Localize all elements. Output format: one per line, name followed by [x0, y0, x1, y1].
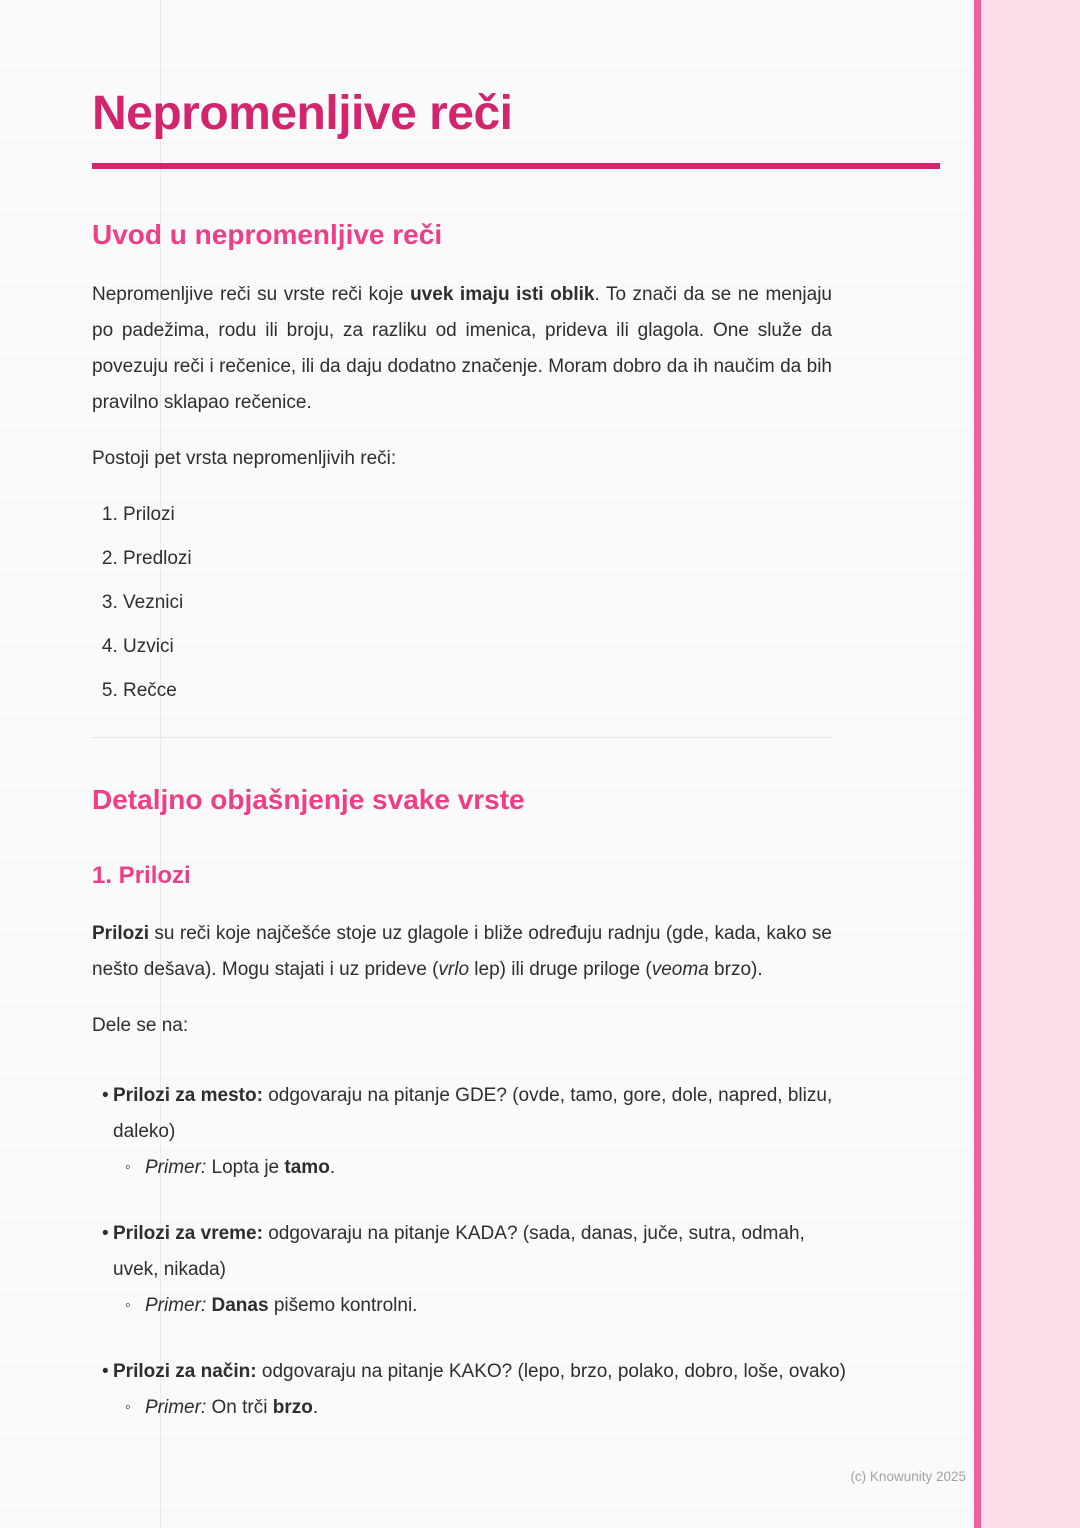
example-row	[113, 1390, 848, 1426]
example-row	[113, 1150, 848, 1186]
section-heading-intro: Uvod u nepromenljive reči	[92, 218, 443, 250]
word-types-list	[92, 503, 940, 703]
page-title: Nepromenljive reči	[92, 87, 513, 140]
circle-bullet-icon: ◦	[125, 1158, 131, 1176]
text-segment: lep) ili druge priloge (	[469, 958, 652, 980]
list-item	[92, 1078, 848, 1186]
subsection-heading-prilozi: 1. Prilozi	[92, 861, 191, 889]
bullet-icon: •	[102, 1222, 109, 1244]
text-segment: tamo	[284, 1156, 330, 1178]
text-segment: odgovaraju na pitanje KADA? (sada, danas, juče, sutra, odmah, uvek, nikada)	[113, 1222, 805, 1280]
list-item	[92, 1216, 848, 1324]
text-segment: su reči koje najčešće stoje uz glagole i bliže određuju radnju (gde, kada, kako se nešto dešava). Mogu stajati i uz prideve (	[92, 922, 832, 980]
text-segment: Primer:	[145, 1156, 207, 1178]
footer-credit: (c) Knowunity 2025	[850, 1469, 966, 1484]
text-segment: vrlo	[438, 958, 470, 980]
text-segment: Prilozi za vreme:	[113, 1222, 263, 1244]
types-list-intro: Postoji pet vrsta nepromenljivih reči:	[92, 447, 397, 469]
text-segment: Prilozi za mesto:	[113, 1084, 263, 1106]
bullet-body	[113, 1078, 848, 1186]
list-item	[92, 1354, 848, 1426]
list-item: 5. Rečce	[123, 679, 940, 703]
bullet-body	[113, 1354, 848, 1426]
text-segment: Nepromenljive reči su vrste reči koje	[92, 283, 411, 305]
list-item: 4. Uzvici	[123, 635, 940, 659]
circle-bullet-icon: ◦	[125, 1296, 131, 1314]
bullet-icon: •	[102, 1360, 109, 1382]
bullet-body	[113, 1216, 848, 1324]
prilozi-types-list	[92, 1078, 848, 1426]
text-segment: . To znači da se ne menjaju po padežima, rodu ili broju, za razliku od imenica, prideva ili glagola. One služe da povezuju reči i rečenice, ili da daju dodatno značenje. Moram dobro da ih naučim da bih pravilno sklapao rečenice.	[92, 283, 832, 413]
text-segment: Prilozi za način:	[113, 1360, 257, 1382]
right-accent-stripe	[981, 0, 1080, 1528]
list-item: 3. Veznici	[123, 591, 940, 615]
list-item: 2. Predlozi	[123, 547, 940, 571]
prilozi-list-intro: Dele se na:	[92, 1014, 189, 1036]
section-heading-details: Detaljno objašnjenje svake vrste	[92, 783, 525, 815]
text-segment: veoma	[651, 958, 709, 980]
example-text	[145, 1150, 335, 1186]
bullet-icon: •	[102, 1084, 109, 1106]
title-underline	[92, 163, 940, 169]
text-segment: Primer:	[145, 1396, 207, 1418]
text-segment: brzo	[272, 1396, 313, 1418]
text-segment: Prilozi	[92, 922, 150, 944]
text-segment: Lopta je	[206, 1156, 285, 1178]
text-segment: Primer:	[145, 1294, 207, 1316]
bullet-text	[113, 1216, 848, 1288]
text-segment: brzo).	[708, 958, 763, 980]
right-accent-line	[974, 0, 981, 1528]
text-segment: .	[329, 1156, 336, 1178]
bullet-text	[113, 1078, 848, 1150]
prilozi-paragraph	[92, 916, 832, 988]
text-segment: pišemo kontrolni.	[268, 1294, 418, 1316]
example-text	[145, 1390, 318, 1426]
text-segment: odgovaraju na pitanje GDE? (ovde, tamo, gore, dole, napred, blizu, daleko)	[113, 1084, 833, 1142]
list-item: 1. Prilozi	[123, 503, 940, 527]
content-column	[92, 0, 940, 1456]
text-segment: .	[312, 1396, 319, 1418]
text-segment: odgovaraju na pitanje KAKO? (lepo, brzo, polako, dobro, loše, ovako)	[256, 1360, 846, 1382]
section-divider	[92, 737, 832, 738]
text-segment: uvek imaju isti oblik	[410, 283, 595, 305]
example-row	[113, 1288, 848, 1324]
circle-bullet-icon: ◦	[125, 1398, 131, 1416]
intro-paragraph	[92, 277, 832, 421]
text-segment: Danas	[211, 1294, 269, 1316]
text-segment: On trči	[206, 1396, 273, 1418]
example-text	[145, 1288, 417, 1324]
bullet-text	[113, 1354, 848, 1390]
